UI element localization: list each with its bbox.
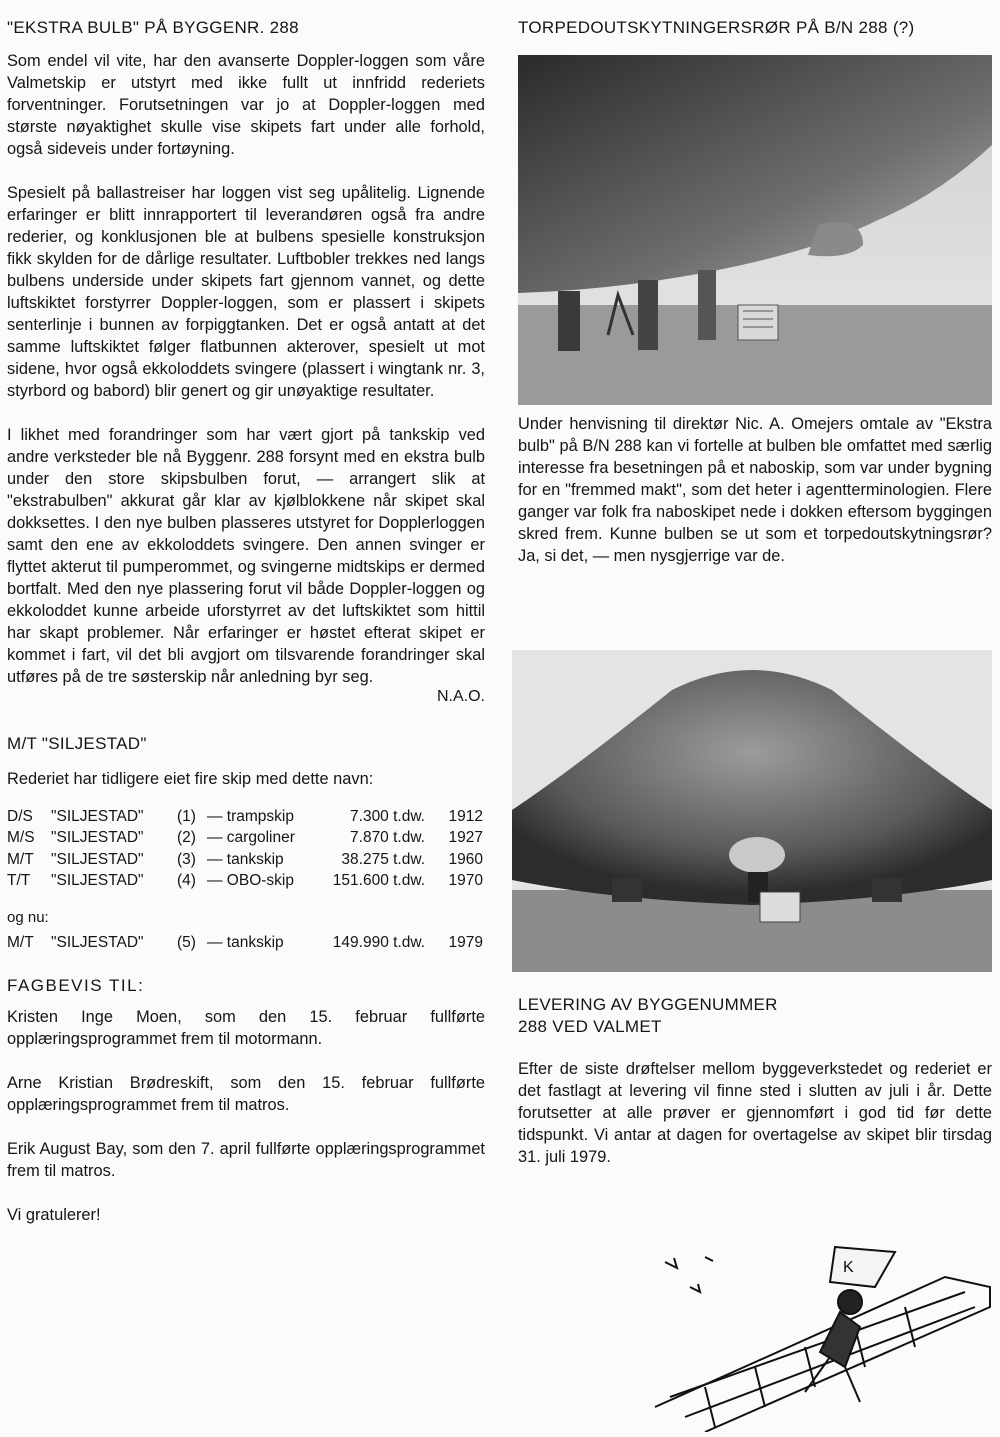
ship-name: "SILJESTAD" [51,872,144,890]
ship-type: — tankskip [207,850,284,868]
fagbevis-entry: Arne Kristian Brødreskift, som den 15. februar fullførte opplæringsprogrammet frem til matros. [7,1073,485,1114]
ship-year: 1927 [448,829,483,847]
sailor-drawing [645,1232,995,1432]
ship-number: (1) [177,807,196,825]
ekstra-bulb-title: "EKSTRA BULB" PÅ BYGGENR. 288 [7,18,299,37]
table-row [7,871,483,893]
ship-deadweight: 7.300 t.dw. [350,807,425,825]
ship-number: (3) [177,850,196,868]
ekstra-bulb-paragraph-1: Som endel vil vite, har den avanserte Doppler-loggen som våre Valmetskip er utstyrt med ikke fullt ut innfridd rederiets forventninger. Forutsetningen var jo at Doppler-loggen med største nøyaktighet skulle vise skipets fart under alle forhold, også sideveis under fortøyning. [7,52,485,158]
table-row [7,932,483,954]
congratulations-text: Vi gratulerer! [7,1205,101,1224]
bulb-side-photo [518,55,992,405]
author-signature: N.A.O. [436,688,485,705]
ship-deadweight: 151.600 t.dw. [332,872,425,890]
ekstra-bulb-paragraph-3: I likhet med forandringer som har vært gjort på tankskip ved andre verksteder ble nå Byggenr. 288 forsynt med en ekstra bulb under den store skipsbulben forut, — arrangert slik at "ekstrabulben" akkurat går klar av kjølblokkene når skipet skal dokksettes. I den nye bulben plasseres utstyret for Dopplerloggen samt den ene av ekkoloddets svingere. Den annen svinger er flyttet akterut til pumperommet, og svingerne midtskips er dermed bortfalt. Med den nye plassering forut vil både Doppler-loggen og ekkoloddet kunne arbeide uforstyrret av det luftskiktet som hittil har skapt problemer. Når erfaringer er høstet efterat skipet er kommet i fart, vil det bli avgjort om tilsvarende forandringer skal utføres på de tre søsterskip når anledning byr seg. [7,426,485,686]
og-nu-label: og nu: [7,909,49,926]
ship-name: "SILJESTAD" [51,807,144,825]
fagbevis-entry: Kristen Inge Moen, som den 15. februar fullførte opplæringsprogrammet frem til motormann. [7,1007,485,1048]
ship-type: — cargoliner [207,829,295,847]
ship-type: — OBO-skip [207,872,294,890]
ship-hull-illustration [518,55,992,405]
ship-prefix: M/S [7,829,35,847]
ship-prefix: M/T [7,850,34,868]
right-column [518,18,992,38]
ship-year: 1912 [448,807,483,825]
fagbevis-title: FAGBEVIS TIL: [7,975,145,995]
left-column [7,18,485,1226]
ship-type: — trampskip [207,807,294,825]
ship-number: (2) [177,829,196,847]
table-row [7,828,483,850]
bag-lettering-logo: K [843,1259,854,1276]
ship-deadweight: 7.870 t.dw. [350,829,425,847]
ship-history-table [7,806,483,892]
current-ship-table [7,932,483,954]
siljestad-title: M/T "SILJESTAD" [7,734,147,753]
ekstra-bulb-paragraph-2: Spesielt på ballastreiser har loggen vist seg upålitelig. Lignende erfaringer er blitt innrapportert til leverandøren også fra andre rederier, og konklusjonen ble at bulbens spesielle konstruksjon fikk skylden for de dårlige resultater. Luftbobler trekkes ned langs bulbens underside under skipets fart gjennom vannet, og dette luftskiktet forstyrrer Doppler-loggen, som er plassert i skipets senterlinje i bunnen av forpiggtanken. Det er også antatt at det samme luftskiktet følger flatbunnen akterover, spesielt ut mot sidene, hvor også ekkoloddets svingere (plassert i wingtank nr. 3, styrbord og babord) blir genert og gir unøyaktige resultater. [7,184,485,400]
fagbevis-entry: Erik August Bay, som den 7. april fullførte opplæringsprogrammet frem til matros. [7,1139,485,1180]
ship-deadweight: 149.990 t.dw. [332,933,425,951]
levering-title-line1: LEVERING AV BYGGENUMMER [518,995,778,1014]
levering-block [518,994,992,1168]
ship-prefix: D/S [7,807,33,825]
ship-type: — tankskip [207,933,284,951]
torpedo-title: TORPEDOUTSKYTNINGERSRØR PÅ B/N 288 (?) [518,18,915,37]
ship-name: "SILJESTAD" [51,850,144,868]
bulb-front-photo [512,650,992,972]
ship-number: (5) [177,933,196,951]
table-row [7,806,483,828]
ship-prefix: M/T [7,933,34,951]
siljestad-intro: Rederiet har tidligere eiet fire skip med dette navn: [7,770,374,788]
levering-title-line2: 288 VED VALMET [518,1017,662,1036]
ship-prefix: T/T [7,872,31,890]
ship-name: "SILJESTAD" [51,933,144,951]
ship-number: (4) [177,872,196,890]
torpedo-text-block [518,413,992,567]
ship-name: "SILJESTAD" [51,829,144,847]
ship-year: 1960 [448,850,483,868]
ship-deadweight: 38.275 t.dw. [341,850,425,868]
levering-paragraph: Efter de siste drøftelser mellom byggeverkstedet og rederiet er det fastlagt at levering vil finne sted i slutten av juli i år. Dette forutsetter at alle prøver er gjennomført i god tid før dette tidspunkt. Vi antar at dagen for overtagelse av skipet blir tirsdag 31. juli 1979. [518,1060,992,1166]
bulb-front-illustration [512,650,992,972]
table-row [7,849,483,871]
torpedo-paragraph: Under henvisning til direktør Nic. A. Omejers omtale av "Ekstra bulb" på B/N 288 kan vi fortelle at bulben ble omfattet med særlig interesse fra besetningen på et naboskip, som var under bygning for en "fremmed makt", som det heter i agentterminologien. Flere ganger var folk fra naboskipet nede i dokken eftersom byggingen skred frem. Kunne bulben se ut som et torpedoutskytningsrør? Ja, si det, — men nysgjerrige var de. [518,415,992,565]
ship-year: 1979 [448,933,483,951]
sailor-cartoon [645,1232,995,1432]
ship-year: 1970 [448,872,483,890]
